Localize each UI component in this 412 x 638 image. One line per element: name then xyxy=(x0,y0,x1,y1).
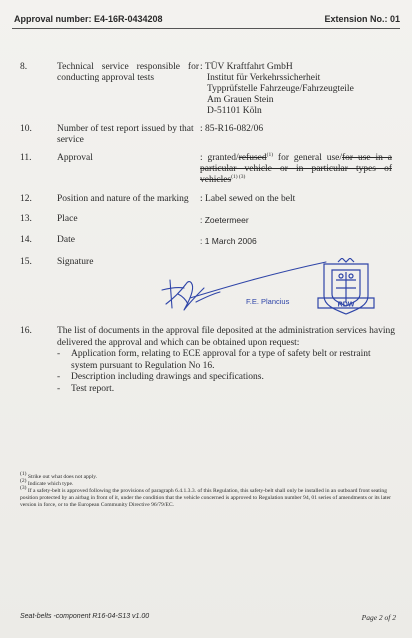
item-8-label xyxy=(57,62,199,84)
item-13-label: Place xyxy=(57,214,78,224)
approval-number: Approval number: E4-16R-0434208 xyxy=(14,14,163,24)
footnote-ref-1-3: (1) (3) xyxy=(231,173,246,180)
item-16-text: The list of documents in the approval file deposited at the administration services having delivered the approval and which can be obtained upon request: xyxy=(57,326,395,348)
item-16-paragraph xyxy=(57,326,395,395)
item-13-value: : Zoetermeer xyxy=(200,215,249,225)
item-8-value xyxy=(200,62,354,117)
item-10-label: Number of test report issued by that service xyxy=(57,124,194,145)
footnote-ref-1: (1) xyxy=(266,151,274,158)
approval-refused-struck: refused xyxy=(238,153,267,163)
item-16-number: 16. xyxy=(20,326,32,336)
approval-particular-vehicle-struck: for use in a particular vehicle or in particular types of vehicles xyxy=(200,153,392,185)
approval-general-use-text: for general use/ xyxy=(273,153,343,163)
footnote-3: $^{(3)}$ If a safety-belt is approved following the provisions of paragraph 6.4.1.3.3. of this Regulation, this safety-belt shall only be installed in an outboard front seating position protected by an airbag in front of it, under the condition that the vehicle concerned is approved to Regulation number 94, 01 series of amendments or its later version in force, or to the European Community Directive 96/79/EC. xyxy=(20,485,391,508)
item-10-number: 10. xyxy=(20,124,32,134)
document-list-item: - Description including drawings and specifications. xyxy=(57,372,395,384)
signer-name: F.E. Plancius xyxy=(246,297,290,306)
item-8-label-line-1: Technical service responsible for xyxy=(57,62,199,72)
item-8-value-line-2: Institut für Verkehrssicherheit xyxy=(207,73,321,83)
item-15-number: 15. xyxy=(20,257,32,267)
item-11-number: 11. xyxy=(20,153,32,163)
item-14-number: 14. xyxy=(20,235,32,245)
footnote-1: $^{(1)}$ Strike out what does not apply. xyxy=(20,471,98,480)
item-8-value-line-5: D-51101 Köln xyxy=(207,106,262,116)
document-list-item: - Application form, relating to ECE approval for a type of safety belt or restraint system pursuant to Regulation No 16. xyxy=(57,349,395,372)
footnotes xyxy=(20,471,395,509)
item-8-value-line-3: Typprüfstelle Fahrzeuge/Fahrzeugteile xyxy=(207,84,354,94)
rdw-seal-icon xyxy=(314,258,378,320)
item-15-label: Signature xyxy=(57,257,94,267)
item-12-number: 12. xyxy=(20,194,32,204)
extension-number: Extension No.: 01 xyxy=(324,14,400,24)
document-list-item: - Test report. xyxy=(57,384,395,396)
document-list xyxy=(57,349,395,395)
item-8-number: 8. xyxy=(20,62,28,72)
footer-form-id: Seat-belts -component R16-04-S13 v1.00 xyxy=(20,613,150,620)
item-12-value: : Label sewed on the belt xyxy=(200,194,296,204)
seal-text: RDW xyxy=(337,301,355,309)
item-14-label: Date xyxy=(57,235,75,245)
header-divider xyxy=(12,28,400,29)
item-14-value: : 1 March 2006 xyxy=(200,236,257,246)
footer-page-number: Page 2 of 2 xyxy=(361,613,396,622)
item-10-value: : 85-R16-082/06 xyxy=(200,124,264,134)
footnote-2: $^{(2)}$ Indicate which type. xyxy=(20,478,74,487)
item-8-value-line-1: : TÜV Kraftfahrt GmbH xyxy=(200,62,293,72)
item-8-value-line-4: Am Grauen Stein xyxy=(207,95,274,105)
item-11-label: Approval xyxy=(57,153,93,163)
item-13-number: 13. xyxy=(20,214,32,224)
item-11-value xyxy=(200,153,392,186)
handwritten-signature xyxy=(160,258,330,314)
item-12-label: Position and nature of the marking xyxy=(57,194,189,204)
item-8-label-line-2: conducting approval tests xyxy=(57,73,155,83)
approval-granted-text: : granted/ xyxy=(200,153,239,163)
